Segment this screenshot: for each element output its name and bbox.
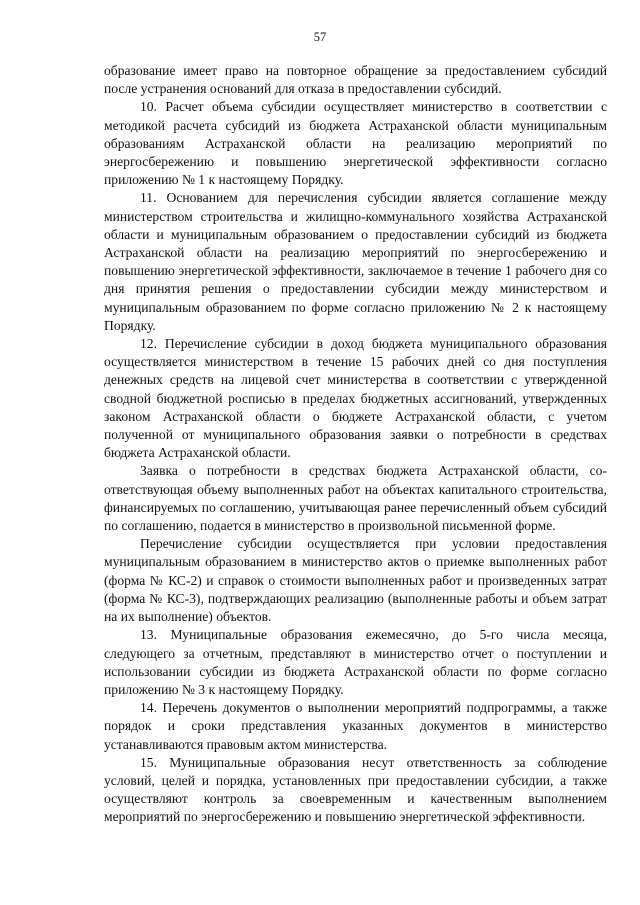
paragraph-12: 12. Перечисление субсидии в доход бюджета муниципального образования осуществляется министерством в течение 15 рабочих дней со дня поступления денежных средств на лицевой счет министерства в соответствии с утвержденной сводной бюджетной росписью в пределах бюджетных ассигнований, утвержденных законом Астраханской области о бюджете Астраханской области, с учетом полученной от муниципального образования заявки о потребности в средствах бюджета Астраханской области. <box>104 336 607 461</box>
paragraph-11: 11. Основанием для перечисления субсидии является соглашение между министерством строительства и жилищно-коммунального хозяйства Астраханской области и муниципальным образованием о предоставлении субсидий из бюджета Астраханской области на реализацию мероприятий по энергосбережению и повышению энергетической эффективности, заключаемое в течение 1 рабочего дня со дня принятия решения о предоставлении субсидии между министерством и муниципальным образованием по форме согласно приложению № 2 к настоящему Порядку. <box>104 190 607 333</box>
paragraph-application: Заявка о потребности в средствах бюджета Астраханской области, соответствующая объему выполненных работ на объектах капитального строительства, финансируемых по соглашению, учитывающая ранее перечисленный объем субсидий по соглашению, подается в министерство в произвольной письменной форме. <box>104 463 607 534</box>
paragraph-13: 13. Муниципальные образования ежемесячно, до 5-го числа месяца, следующего за отчетным, представляют в министерство отчет о поступлении и использовании субсидии из бюджета Астраханской области по форме согласно приложению № 3 к настоящему Порядку. <box>104 627 607 697</box>
paragraph-transfer-conditions: Перечисление субсидии осуществляется при условии предоставления муниципальным образованием в министерство актов о приемке выполненных работ (форма № КС-2) и справок о стоимости выполненных работ и произведенных затрат (форма № КС-3), подтверждающих реализацию (выполненные работы и объем затрат на их выполнение) объектов. <box>104 536 607 625</box>
paragraph-14: 14. Перечень документов о выполнении мероприятий подпрограммы, а также порядок и сроки представления указанных документов в министерство устанавливаются правовым актом министерства. <box>104 700 607 752</box>
paragraph-continuation: образование имеет право на повторное обращение за предоставлением субсидий после устранения оснований для отказа в предоставлении субсидий. <box>104 63 607 97</box>
paragraph-15: 15. Муниципальные образования несут ответственность за соблюдение условий, целей и порядка, установленных при предоставлении субсидии, а также осуществляют контроль за своевременным и качественным выполнением мероприятий по энергосбережению и повышению энергетической эффективности. <box>104 754 607 825</box>
paragraph-10: 10. Расчет объема субсидии осуществляет министерство в соответствии с методикой расчета субсидий из бюджета Астраханской области муниципальным образованиям Астраханской области на реализацию мероприятий по энергосбережению и повышению энергетической эффективности согласно приложению № 1 к настоящему Порядку. <box>104 99 607 188</box>
page-number: 57 <box>313 30 327 44</box>
body-text <box>104 62 607 827</box>
